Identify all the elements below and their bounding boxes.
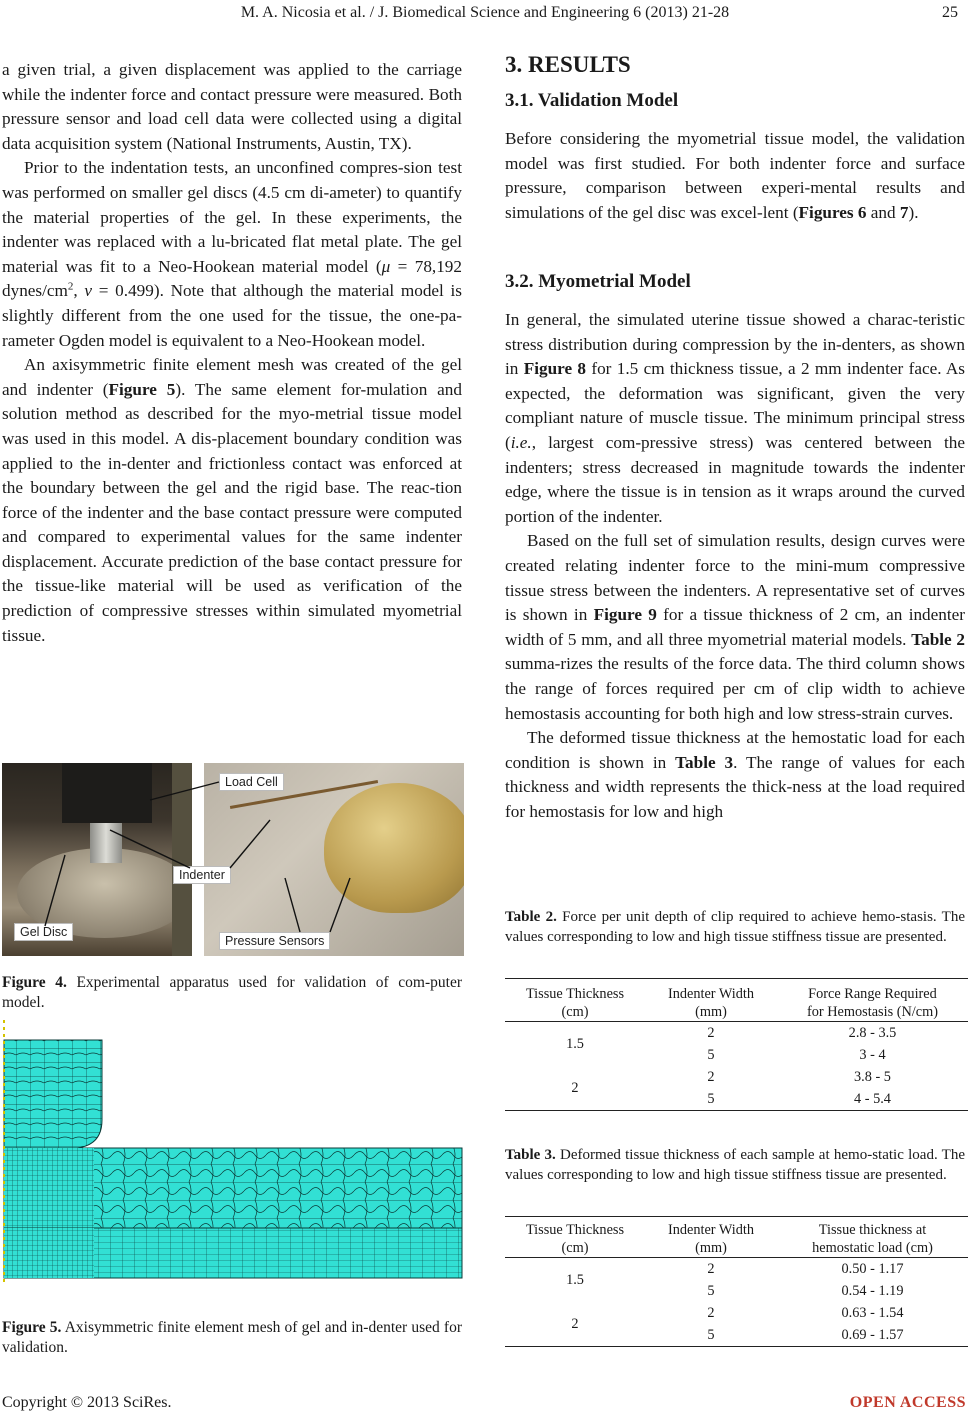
table-row	[505, 1022, 968, 1045]
copyright-footer: Copyright © 2013 SciRes.	[2, 1394, 172, 1411]
fe-mesh-figure	[2, 1020, 464, 1282]
table-2-caption: Table 2. Force per unit depth of clip required to achieve hemo-stasis. The values corresponding to low and high tissue stiffness tissue are presented.	[505, 909, 965, 945]
table-cell: 2	[707, 1025, 715, 1041]
header-cell: Force Range Required for Hemostasis (N/cm)	[806, 986, 939, 1020]
table-cell: 0.63 - 1.54	[841, 1305, 904, 1321]
left-column-text	[2, 58, 462, 648]
table-cell: 2.8 - 3.5	[848, 1025, 897, 1041]
figure-ref[interactable]: Figure 8	[523, 359, 587, 379]
paragraph: Before considering the myometrial tissue model, the validation model was first studied. For both indenter force and surface pressure, comparison between experi-mental results and simulations of the gel disc was excel-lent (Figures 6 and 7).	[505, 129, 965, 222]
subsection-heading-validation: 3.1. Validation Model	[505, 90, 679, 111]
figure-ref[interactable]: Figure 5	[108, 379, 176, 399]
figure-ref[interactable]: Figure 9	[593, 605, 657, 625]
paragraph: In general, the simulated uterine tissue showed a charac-teristic stress distribution during compression by the in-denters, as shown in Figure 8 for 1.5 cm thickness tissue, a 2 mm indenter face. As expected, the deformation was significant, given the very compliant nature of muscle tissue. The minimum principal stress (i.e., largest com-pressive stress) was centered between the indenters; stress decreased in magnitude towards the indenter edge, where the tissue is in tension as it wraps around the curved portion of the indenter.	[505, 310, 966, 526]
load-cell-label: Load Cell	[219, 773, 284, 791]
section-heading-results: 3. RESULTS	[505, 52, 631, 77]
table-cell: 1.5	[566, 1036, 584, 1052]
table-cell: 3.8 - 5	[854, 1069, 891, 1085]
table-3-caption: Table 3. Deformed tissue thickness of each sample at hemo-static load. The values corresponding to low and high tissue stiffness tissue are presented.	[505, 1147, 965, 1183]
table-bottom-rule	[505, 1111, 968, 1112]
paragraph: An axisymmetric finite element mesh was created of the gel and indenter (Figure 5). The same element for-mulation and solution method as described for the myo-metrial tissue model was used in this model. A dis-placement boundary condition was applied to the in-denter and frictionless contact was enforced at the boundary between the gel and the rigid base. The reac-tion force of the indenter and the base contact pressure were computed and compared to experimental values for the same indenter displacement. Accurate prediction of the base contact pressure for the tissue-like material will be used as verification of the prediction of compressive stresses within simulated myometrial tissue.	[2, 355, 462, 645]
table-cell: 5	[707, 1283, 715, 1299]
header-cell: Tissue thickness at hemostatic load (cm)	[812, 1222, 933, 1256]
myometrial-text	[505, 308, 965, 824]
table-cell: 5	[707, 1047, 715, 1063]
table-row	[505, 1258, 968, 1281]
table-2	[505, 978, 968, 1111]
paragraph: The deformed tissue thickness at the hemostatic load for each condition is shown in Table 3. The range of values for each thickness and width represents the thick-ness at the load required for hemostasis for low and high	[505, 728, 966, 821]
table-cell: 2	[571, 1080, 579, 1096]
pressure-sensors-label: Pressure Sensors	[219, 932, 330, 950]
table-ref[interactable]: Table 2	[911, 629, 965, 649]
paragraph: Prior to the indentation tests, an unconfined compres-sion test was performed on smaller gel discs (4.5 cm di-ameter) to quantify the material properties of the gel. In these experiments, the indenter was replaced with a lu-bricated flat metal plate. The gel material was fit to a Neo-Hookean material model (μ = 78,192 dynes/$cm^2$, v = 0.499). Note that although the material model is slightly different from the one used for the tissue, the one-pa-rameter Ogden model is equivalent to a Neo-Hookean model.	[2, 158, 462, 350]
validation-text	[505, 127, 965, 225]
table-ref[interactable]: Table 3	[675, 752, 734, 772]
table-cell: 0.50 - 1.17	[841, 1261, 904, 1277]
table-cell: 2	[707, 1069, 715, 1085]
figure-ref[interactable]: Figures 6	[798, 202, 867, 222]
table-cell: 2	[707, 1305, 715, 1321]
table-cell: 4 - 5.4	[854, 1091, 891, 1107]
table-cell: 5	[707, 1327, 715, 1343]
table-header-row	[505, 979, 968, 1022]
figure-5-caption: Figure 5. Axisymmetric finite element mesh of gel and in-denter used for validation.	[2, 1319, 463, 1356]
figure-ref[interactable]: 7	[899, 202, 909, 222]
table-bottom-rule	[505, 1347, 968, 1348]
table-cell: 0.54 - 1.19	[841, 1283, 904, 1299]
table-3	[505, 1216, 968, 1347]
table-cell: 1.5	[566, 1272, 584, 1288]
gel-disc-label: Gel Disc	[14, 923, 73, 941]
table-row	[505, 1066, 968, 1088]
table-cell: 0.69 - 1.57	[841, 1327, 904, 1343]
header-cell: Tissue Thickness (cm)	[525, 986, 625, 1020]
page-number: 25	[942, 4, 958, 21]
table-cell: 2	[707, 1261, 715, 1277]
running-header: M. A. Nicosia et al. / J. Biomedical Science and Engineering 6 (2013) 21-28	[240, 4, 730, 21]
table-cell: 2	[571, 1316, 579, 1332]
table-row	[505, 1302, 968, 1324]
table-header-row	[505, 1217, 968, 1258]
subsection-heading-myometrial: 3.2. Myometrial Model	[505, 271, 691, 292]
figure-4-caption: Figure 4. Experimental apparatus used for validation of com-puter model.	[2, 974, 463, 1011]
open-access-badge: OPEN ACCESS	[849, 1394, 966, 1411]
header-cell: Tissue Thickness (cm)	[525, 1222, 625, 1256]
header-cell: Indenter Width (mm)	[667, 986, 755, 1020]
table-cell: 3 - 4	[859, 1047, 886, 1063]
table-cell: 5	[707, 1091, 715, 1107]
paragraph: a given trial, a given displacement was applied to the carriage while the indenter force and contact pressure were measured. Both pressure sensor and load cell data were collected using a digital data acquisition system (National Instruments, Austin, TX).	[2, 60, 462, 153]
label-pointer-lines	[0, 760, 466, 960]
header-cell: Indenter Width (mm)	[667, 1222, 755, 1256]
paragraph: Based on the full set of simulation results, design curves were created relating indenter force to the mini-mum compressive tissue stress between the indenters. A representative set of curves is shown in Figure 9 for a tissue thickness of 2 cm, an indenter width of 5 mm, and all three myometrial material models. Table 2 summa-rizes the results of the force data. The third column shows the range of forces required per cm of clip width to achieve hemostasis accounting for both high and low stress-strain curves.	[505, 531, 966, 723]
indenter-label: Indenter	[173, 866, 231, 884]
